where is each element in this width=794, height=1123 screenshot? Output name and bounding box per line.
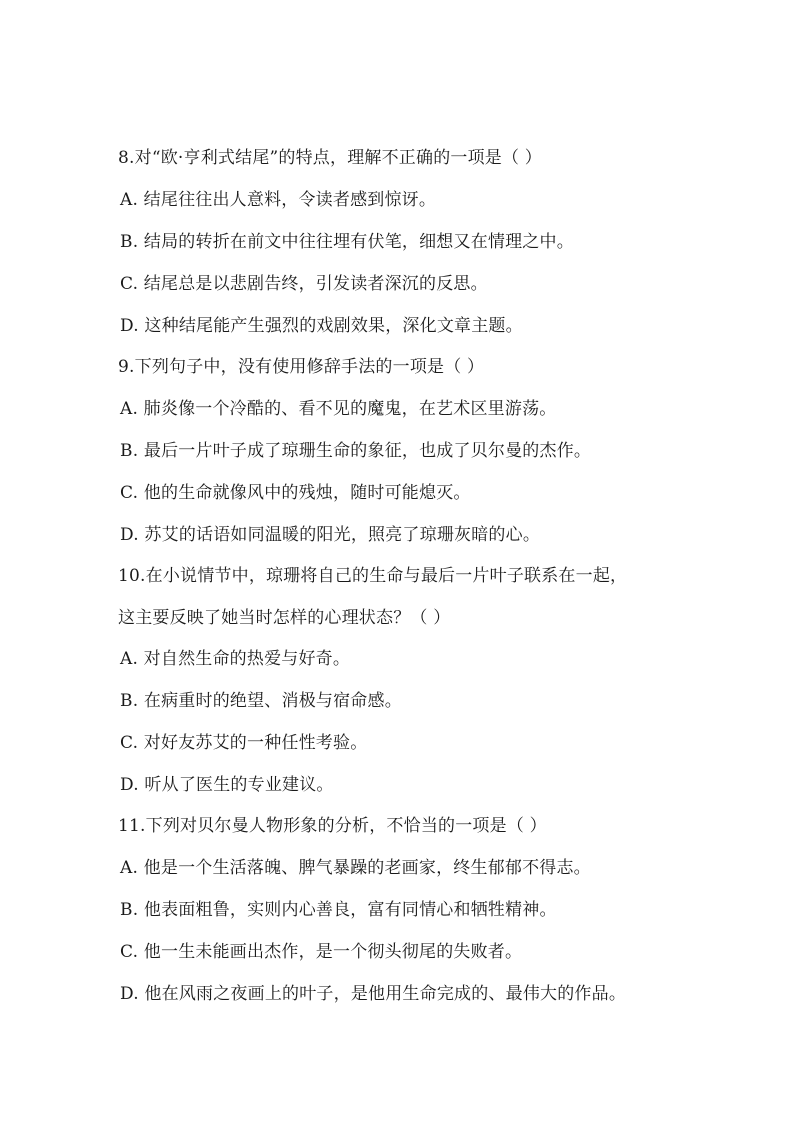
question-11-option-b: B. 他表面粗鲁，实则内心善良，富有同情心和牺牲精神。 [120, 900, 557, 920]
question-10-stem-line-2: 这主要反映了她当时怎样的心理状态？（ ） [118, 608, 451, 628]
question-9-option-c: C. 他的生命就像风中的残烛，随时可能熄灭。 [120, 483, 471, 503]
question-10-option-a: A. 对自然生命的热爱与好奇。 [120, 649, 351, 669]
question-10-stem-line-1: 10.在小说情节中，琼珊将自己的生命与最后一片叶子联系在一起， [118, 566, 628, 586]
question-9-option-a: A. 肺炎像一个冷酷的、看不见的魔鬼，在艺术区里游荡。 [120, 399, 557, 419]
question-8-stem: 8.对“欧·亨利式结尾”的特点，理解不正确的一项是（ ） [118, 148, 543, 168]
question-10-option-b: B. 在病重时的绝望、消极与宿命感。 [120, 691, 402, 711]
question-11-option-d: D. 他在风雨之夜画上的叶子，是他用生命完成的、最伟大的作品。 [120, 984, 627, 1004]
question-9-option-d: D. 苏艾的话语如同温暖的阳光，照亮了琼珊灰暗的心。 [120, 525, 541, 545]
question-10-option-c: C. 对好友苏艾的一种任性考验。 [120, 733, 368, 753]
question-9-stem: 9.下列句子中，没有使用修辞手法的一项是（ ） [118, 357, 485, 377]
question-10-option-d: D. 听从了医生的专业建议。 [120, 775, 334, 795]
question-11-option-c: C. 他一生未能画出杰作，是一个彻头彻尾的失败者。 [120, 942, 523, 962]
question-8-option-d: D. 这种结尾能产生强烈的戏剧效果，深化文章主题。 [120, 316, 523, 336]
question-8-option-c: C. 结尾总是以悲剧告终，引发读者深沉的反思。 [120, 274, 488, 294]
question-11-stem: 11.下列对贝尔曼人物形象的分析，不恰当的一项是（ ） [118, 816, 547, 836]
question-11-option-a: A. 他是一个生活落魄、脾气暴躁的老画家，终生郁郁不得志。 [120, 858, 591, 878]
question-8-option-a: A. 结尾往往出人意料，令读者感到惊讶。 [120, 190, 437, 210]
question-9-option-b: B. 最后一片叶子成了琼珊生命的象征，也成了贝尔曼的杰作。 [120, 441, 592, 461]
question-8-option-b: B. 结局的转折在前文中往往埋有伏笔，细想又在情理之中。 [120, 232, 574, 252]
